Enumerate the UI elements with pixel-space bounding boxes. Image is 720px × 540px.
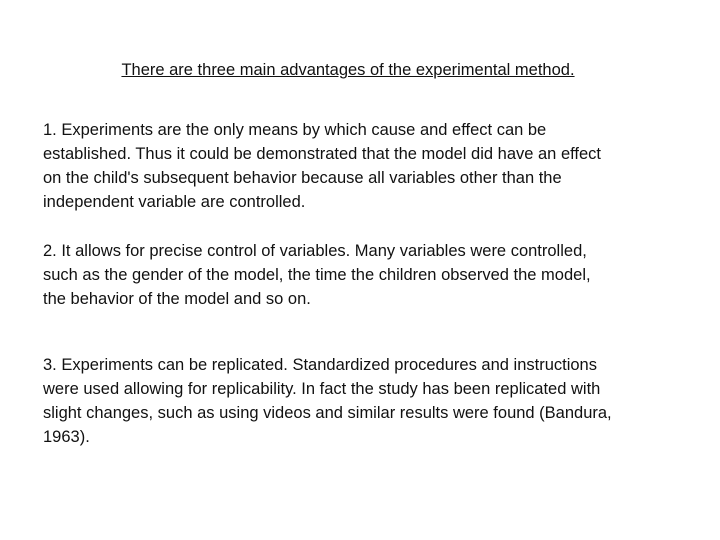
advantage-3-paragraph	[43, 353, 612, 449]
text-line: on the child's subsequent behavior because all variables other than the	[43, 169, 562, 187]
text-line: independent variable are controlled.	[43, 193, 306, 211]
advantage-2-paragraph	[43, 239, 591, 311]
text-line: such as the gender of the model, the time the children observed the model,	[43, 266, 591, 284]
text-line: 1. Experiments are the only means by which cause and effect can be	[43, 121, 547, 139]
text-line: 2. It allows for precise control of variables. Many variables were controlled,	[43, 242, 587, 260]
text-line: slight changes, such as using videos and similar results were found (Bandura,	[43, 404, 612, 422]
text-line: 3. Experiments can be replicated. Standardized procedures and instructions	[43, 356, 597, 374]
text-line: were used allowing for replicability. In fact the study has been replicated with	[43, 380, 601, 398]
text-line: the behavior of the model and so on.	[43, 290, 311, 308]
text-line: established. Thus it could be demonstrated that the model did have an effect	[43, 145, 602, 163]
advantage-1-paragraph	[43, 118, 601, 214]
text-line: 1963).	[43, 428, 90, 446]
slide-title: There are three main advantages of the experimental method.	[121, 61, 575, 79]
